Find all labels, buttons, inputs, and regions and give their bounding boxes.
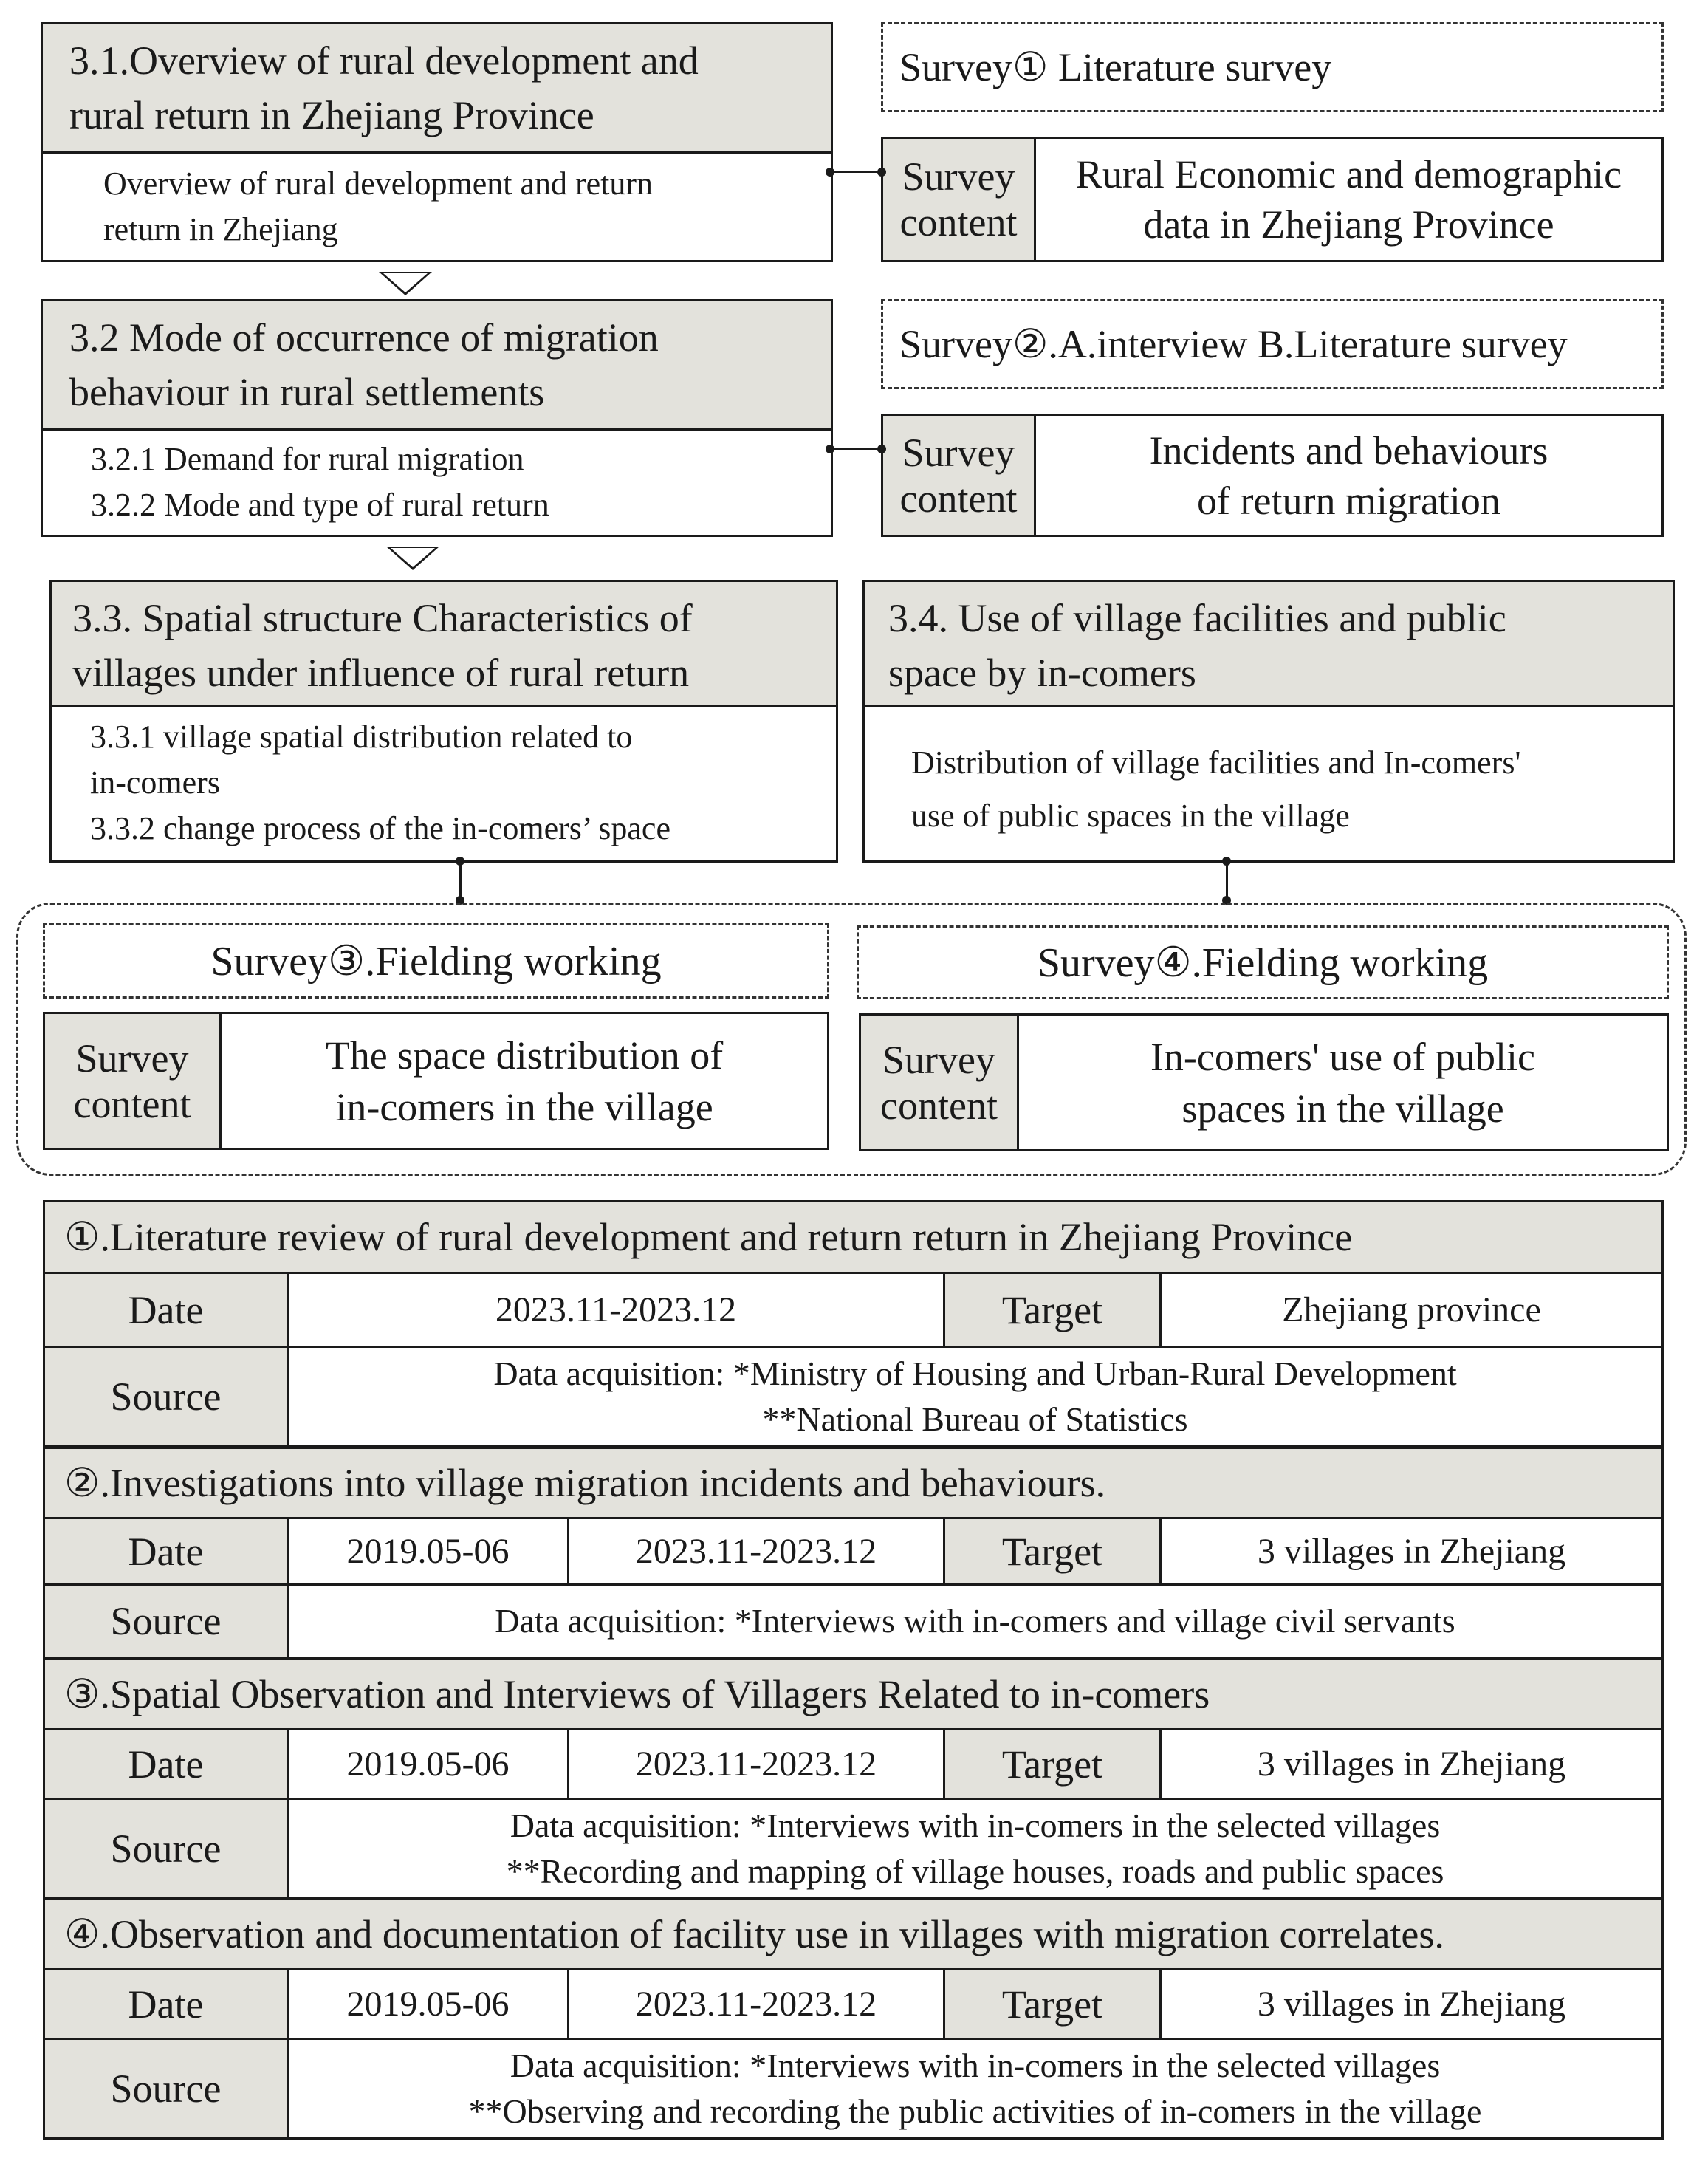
- survey-4-header: [857, 925, 1669, 999]
- source-label-text: Source: [110, 2066, 222, 2111]
- survey-2-label: [881, 414, 1036, 537]
- date-value-text: 2019.05-06: [346, 1984, 510, 2024]
- table-row-1-date: [287, 1272, 945, 1348]
- target-value-text: Zhejiang province: [1282, 1290, 1541, 1329]
- section-3-1-body-line2: return in Zhejiang: [103, 211, 338, 247]
- source-line2: **Recording and mapping of village houses, roads and public spaces: [506, 1852, 1444, 1890]
- table-row-4-target: [1159, 1968, 1664, 2040]
- survey-4-content: [1017, 1013, 1669, 1151]
- survey-2-content-line1: Incidents and behaviours: [1149, 428, 1548, 473]
- section-3-3-body-line3: 3.3.2 change process of the in-comers’ space: [90, 810, 670, 846]
- survey-3-label: [43, 1012, 222, 1150]
- section-3-4-body-line1: Distribution of village facilities and In-comers': [911, 744, 1521, 781]
- survey-2-content: [1034, 414, 1664, 537]
- table-row-4-date-1: [287, 1968, 569, 2040]
- source-line1: Data acquisition: *Interviews with in-comers and village civil servants: [495, 1602, 1455, 1640]
- table-row-2-source: [287, 1583, 1664, 1659]
- target-label-text: Target: [1001, 1742, 1103, 1787]
- section-3-2-title-line1: 3.2 Mode of occurrence of migration: [69, 315, 659, 360]
- date-value-text: 2019.05-06: [346, 1744, 510, 1784]
- table-row-3-target-label: [943, 1728, 1162, 1800]
- survey-2-label-line2: content: [899, 476, 1018, 521]
- table-row-1-target: [1159, 1272, 1664, 1348]
- survey-3-content-line1: The space distribution of: [325, 1032, 724, 1078]
- table-row-3-source: [287, 1798, 1664, 1899]
- section-3-3-title: [49, 580, 838, 707]
- source-label-text: Source: [110, 1374, 222, 1419]
- target-value-text: 3 villages in Zhejiang: [1257, 1744, 1566, 1784]
- table-row-1-source: [287, 1346, 1664, 1448]
- section-3-4-title-line2: space by in-comers: [888, 651, 1196, 695]
- source-line1: Data acquisition: *Interviews with in-comers in the selected villages: [510, 2047, 1441, 2084]
- survey-1-header-text: Survey① Literature survey: [899, 45, 1332, 89]
- survey-3-header-text: Survey③.Fielding working: [210, 938, 662, 984]
- source-label-text: Source: [110, 1826, 222, 1871]
- survey-3-label-line1: Survey: [75, 1035, 189, 1080]
- table-row-2-title-text: ②.Investigations into village migration incidents and behaviours.: [64, 1461, 1106, 1505]
- table-row-2-date-1: [287, 1517, 569, 1586]
- section-3-1-title-line2: rural return in Zhejiang Province: [69, 93, 594, 137]
- section-3-2-body-line2: 3.2.2 Mode and type of rural return: [91, 487, 549, 523]
- section-3-3-title-line1: 3.3. Spatial structure Characteristics of: [72, 596, 693, 640]
- section-3-2-body: [41, 428, 833, 537]
- survey-4-label-line2: content: [880, 1083, 998, 1128]
- target-label-text: Target: [1001, 1529, 1103, 1574]
- section-3-2-title-line2: behaviour in rural settlements: [69, 370, 545, 414]
- survey-2-label-line1: Survey: [902, 430, 1015, 475]
- survey-3-content-line2: in-comers in the village: [335, 1084, 713, 1129]
- table-row-3-date-label: [43, 1728, 289, 1800]
- table-row-3-source-label: [43, 1798, 289, 1899]
- section-3-1-title: [41, 22, 833, 154]
- source-line1: Data acquisition: *Interviews with in-comers in the selected villages: [510, 1806, 1441, 1844]
- survey-4-content-line2: spaces in the village: [1181, 1086, 1504, 1131]
- date-label-text: Date: [128, 1287, 204, 1332]
- table-row-2-source-label: [43, 1583, 289, 1659]
- table-row-1-title-text: ①.Literature review of rural development and return return in Zhejiang Province: [64, 1215, 1353, 1259]
- table-row-1-date-label: [43, 1272, 289, 1348]
- date-label-text: Date: [128, 1529, 204, 1574]
- table-row-2-date-label: [43, 1517, 289, 1586]
- section-3-1-body: [41, 151, 833, 262]
- survey-1-content-line1: Rural Economic and demographic: [1075, 152, 1622, 196]
- table-row-4-date-label: [43, 1968, 289, 2040]
- target-value-text: 3 villages in Zhejiang: [1257, 1984, 1566, 2024]
- section-3-3-body-line2: in-comers: [90, 764, 220, 801]
- survey-3-content: [219, 1012, 829, 1150]
- survey-2-content-line2: of return migration: [1197, 478, 1500, 523]
- table-row-3-date-2: [567, 1728, 945, 1800]
- date-label-text: Date: [128, 1982, 204, 2027]
- survey-4-label: [859, 1013, 1019, 1151]
- survey-1-content-line2: data in Zhejiang Province: [1143, 202, 1554, 247]
- arrow-down-icon-1-fill: [383, 273, 428, 292]
- connector-dot-survey-2: [877, 445, 886, 453]
- survey-1-header: [881, 22, 1664, 112]
- source-line2: **National Bureau of Statistics: [762, 1400, 1188, 1438]
- table-row-1-target-label: [943, 1272, 1162, 1348]
- table-row-3-title: [43, 1657, 1664, 1730]
- section-3-3-title-line2: villages under influence of rural return: [72, 651, 690, 695]
- survey-1-label-line2: content: [899, 200, 1018, 244]
- date-value-text: 2023.11-2023.12: [495, 1290, 737, 1329]
- section-3-1-title-line1: 3.1.Overview of rural development and: [69, 38, 699, 83]
- survey-4-header-text: Survey④.Fielding working: [1037, 939, 1489, 986]
- section-3-4-body: [862, 705, 1675, 863]
- survey-4-content-line1: In-comers' use of public: [1150, 1034, 1536, 1079]
- arrow-down-icon-2-fill: [391, 548, 435, 567]
- survey-4-label-line1: Survey: [882, 1037, 995, 1082]
- source-label-text: Source: [110, 1599, 222, 1643]
- connector-dot-survey-1: [877, 168, 886, 177]
- table-row-4-date-2: [567, 1968, 945, 2040]
- connector-dot-3-4-top: [1222, 857, 1231, 866]
- date-value-text: 2023.11-2023.12: [635, 1984, 877, 2024]
- target-label-text: Target: [1001, 1287, 1103, 1332]
- section-3-4-title: [862, 580, 1675, 707]
- table-row-2-title: [43, 1445, 1664, 1519]
- survey-1-label-line1: Survey: [902, 154, 1015, 199]
- section-3-3-body-line1: 3.3.1 village spatial distribution related to: [90, 719, 633, 755]
- table-row-3-date-1: [287, 1728, 569, 1800]
- survey-1-content: [1034, 137, 1664, 262]
- date-value-text: 2023.11-2023.12: [635, 1532, 877, 1571]
- table-row-1-title: [43, 1200, 1664, 1274]
- section-3-1-body-line1: Overview of rural development and return: [103, 165, 654, 202]
- table-row-4-target-label: [943, 1968, 1162, 2040]
- connector-line-3-1: [830, 171, 883, 173]
- survey-2-header: [881, 299, 1664, 389]
- source-line1: Data acquisition: *Ministry of Housing and Urban-Rural Development: [493, 1355, 1457, 1392]
- connector-line-3-2: [830, 448, 883, 450]
- survey-3-header: [43, 923, 829, 999]
- table-row-4-source-label: [43, 2038, 289, 2140]
- connector-dot-3-3-top: [456, 857, 464, 866]
- section-3-2-body-line1: 3.2.1 Demand for rural migration: [91, 441, 524, 477]
- table-row-4-title: [43, 1897, 1664, 1970]
- table-row-4-title-text: ④.Observation and documentation of facility use in villages with migration correlates.: [64, 1912, 1444, 1956]
- target-value-text: 3 villages in Zhejiang: [1257, 1532, 1566, 1571]
- table-row-2-target: [1159, 1517, 1664, 1586]
- date-label-text: Date: [128, 1742, 204, 1787]
- table-row-2-date-2: [567, 1517, 945, 1586]
- survey-2-header-text: Survey②.A.interview B.Literature survey: [899, 322, 1568, 366]
- table-row-3-target: [1159, 1728, 1664, 1800]
- table-row-1-source-label: [43, 1346, 289, 1448]
- table-row-2-target-label: [943, 1517, 1162, 1586]
- section-3-2-title: [41, 299, 833, 431]
- survey-3-label-line2: content: [73, 1081, 191, 1126]
- table-row-4-source: [287, 2038, 1664, 2140]
- section-3-4-body-line2: use of public spaces in the village: [911, 798, 1350, 834]
- date-value-text: 2023.11-2023.12: [635, 1744, 877, 1784]
- table-row-3-title-text: ③.Spatial Observation and Interviews of Villagers Related to in-comers: [64, 1672, 1210, 1716]
- section-3-4-title-line1: 3.4. Use of village facilities and public: [888, 596, 1506, 640]
- source-line2: **Observing and recording the public activities of in-comers in the village: [468, 2092, 1482, 2130]
- date-value-text: 2019.05-06: [346, 1532, 510, 1571]
- section-3-3-body: [49, 705, 838, 863]
- survey-1-label: [881, 137, 1036, 262]
- target-label-text: Target: [1001, 1982, 1103, 2027]
